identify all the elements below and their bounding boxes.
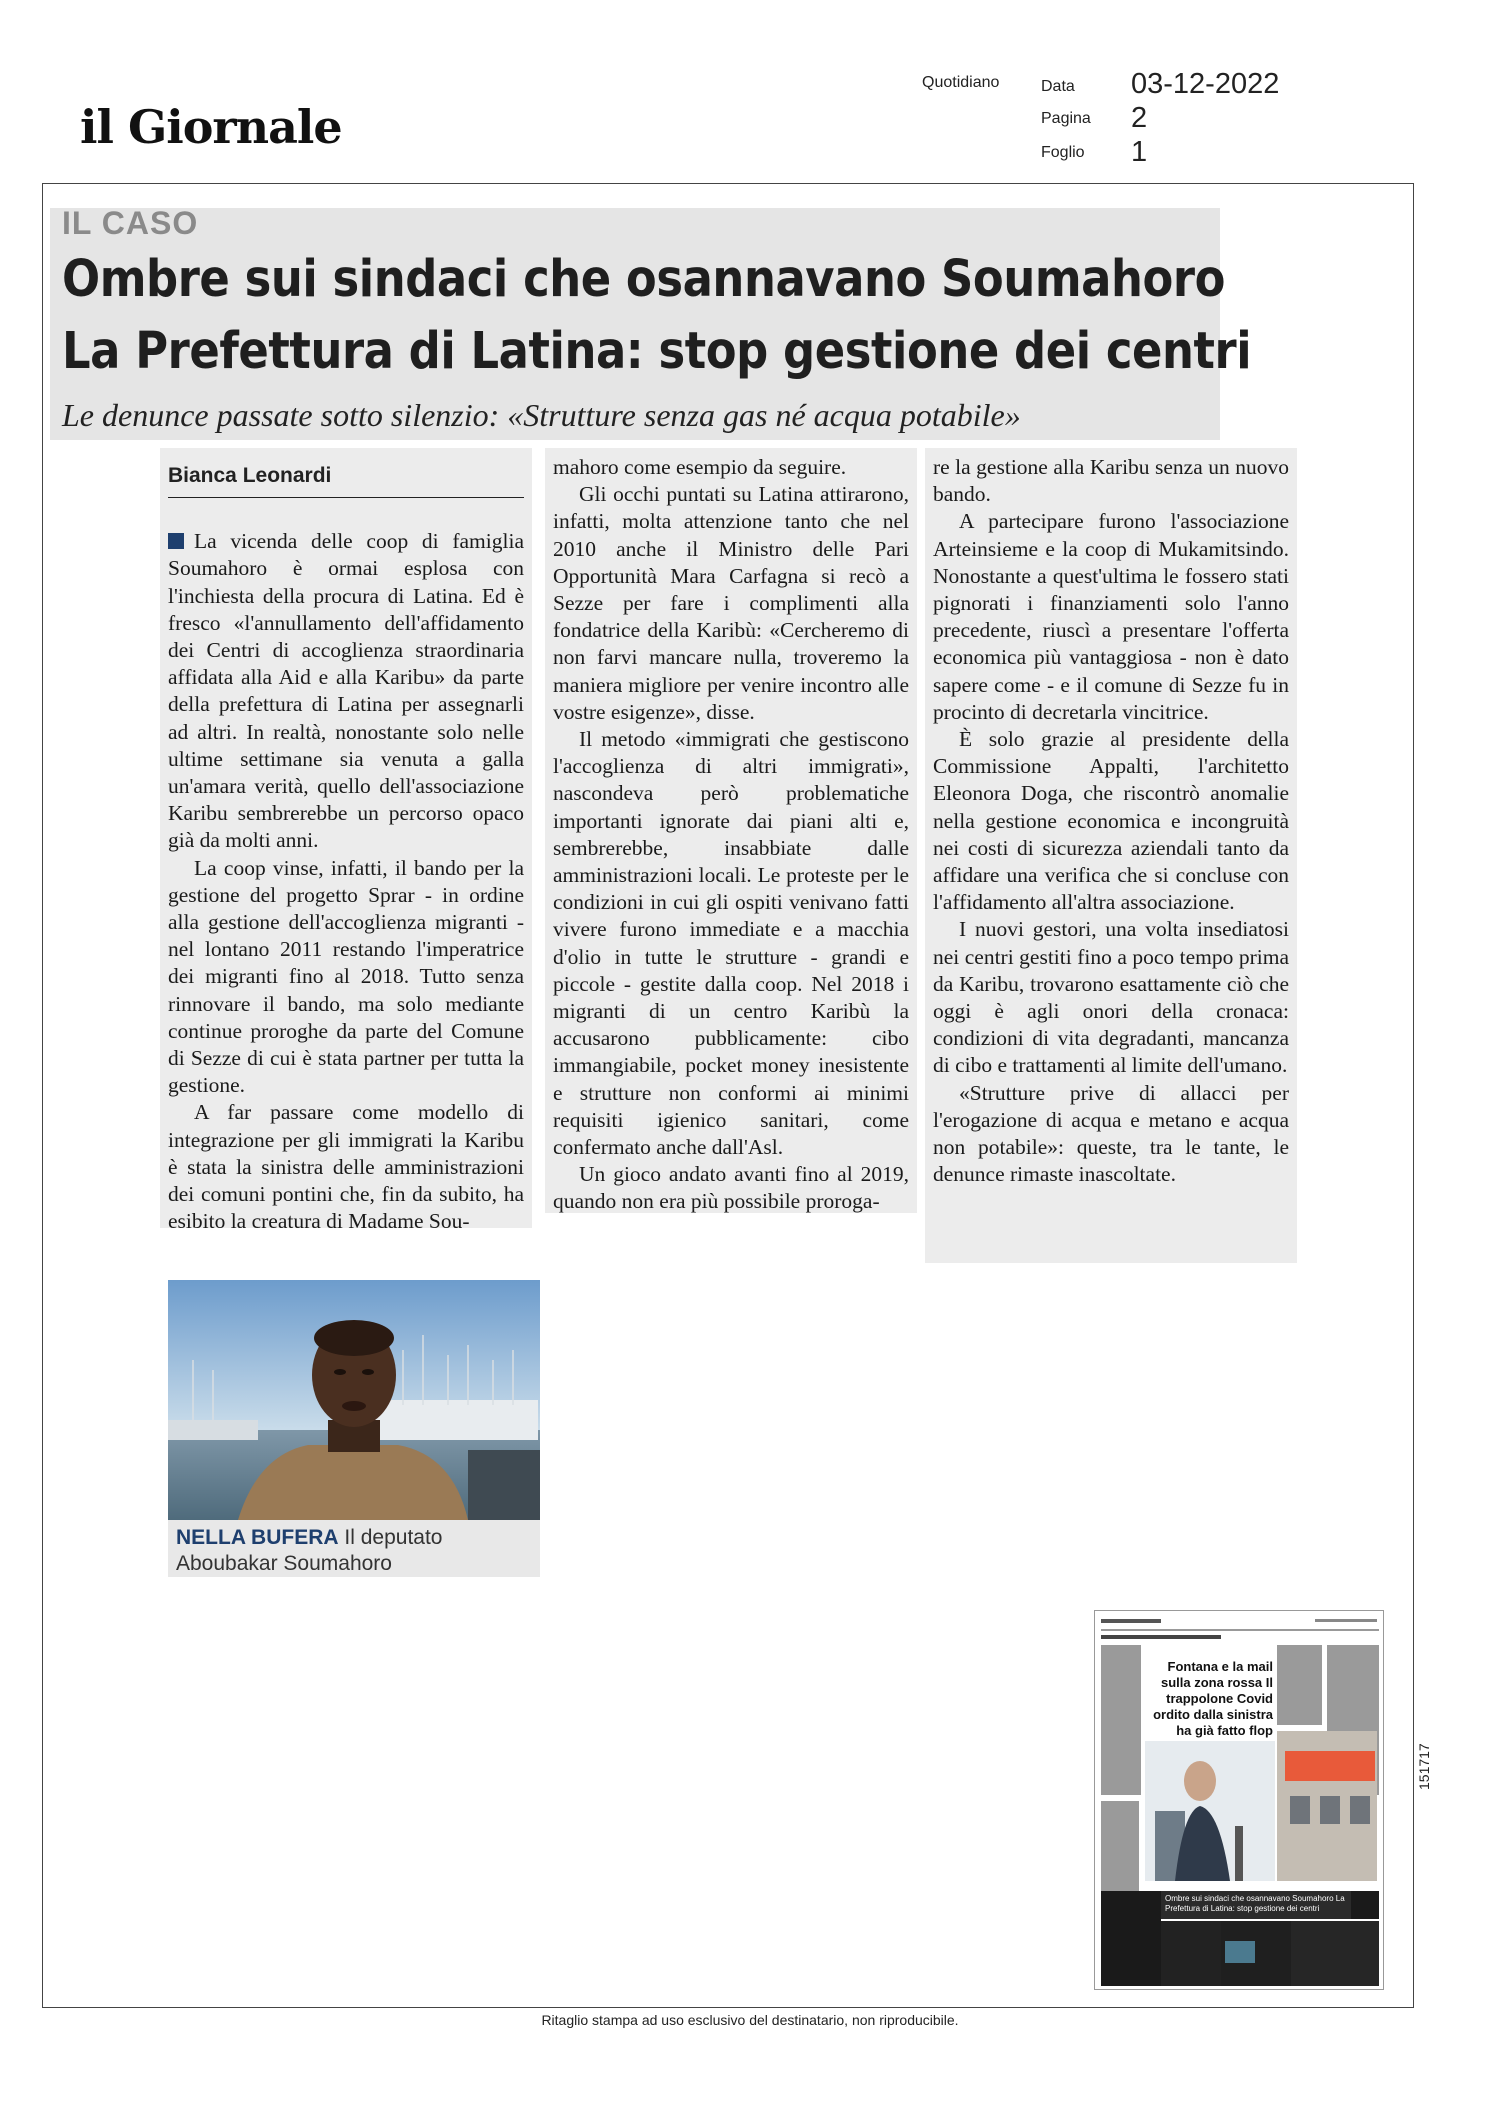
square-bullet-icon [168, 533, 184, 549]
photo-caption [176, 1525, 536, 1577]
headline-line-2: La Prefettura di Latina: stop gestione dei centri [62, 322, 1252, 381]
page-thumbnail [1094, 1610, 1384, 1990]
thumbnail-headline: Fontana e la mail sulla zona rossa Il trappolone Covid ordito dalla sinistra ha già fatto flop [1153, 1659, 1273, 1738]
col1-paragraph-3: A far passare come modello di integrazione per gli immigrati la Karibu è stata la sinistra delle amministrazioni dei comuni pontini che, fin da subito, ha esibito la creatura di Madame Sou- [168, 1100, 524, 1234]
article-subhead: Le denunce passate sotto silenzio: «Strutture senza gas né acqua potabile» [62, 397, 1021, 433]
article-column-3 [925, 448, 1297, 1263]
date-value: 03-12-2022 [1131, 68, 1280, 100]
caption-label: NELLA BUFERA [176, 1526, 339, 1549]
col3-paragraph-2: A partecipare furono l'associazione Arteinsieme e la coop di Mukamitsindo. Nonostante a quest'ultima le fossero stati pignorati i finanziamenti solo l'anno precedente, riuscì a presentare l'offerta economica più vantaggiosa - non è dato sapere come - e il comune di Sezze fu in procinto di decretarla vincitrice. [933, 509, 1289, 724]
col2-paragraph-2: Gli occhi puntati su Latina attirarono, infatti, molta attenzione tanto che nel 2010 anche il Ministro delle Pari Opportunità Mara Carfagna si recò a Sezze per fare i complimenti alla fondatrice della Karibù: «Cercheremo di non farvi mancare nulla, troveremo la maniera migliore per venire incontro alle vostre esigenze», disse. [553, 482, 909, 724]
col1-paragraph-1: La vicenda delle coop di famiglia Soumahoro è ormai esplosa con l'inchiesta della procura di Latina. Ed è fresco «l'annullamento dell'affidamento dei Centri di accoglienza straordinaria affidata alla Aid e alla Karibu» da parte della prefettura di Latina per assegnarli ad altri. In realtà, nonostante solo nelle ultime settimane sia venuta a galla un'amara verità, quello dell'associazione Karibu sembrerebbe un percorso opaco già da molti anni. [168, 529, 524, 853]
caption-text: Il deputato Aboubakar Soumahoro [176, 1526, 443, 1575]
page-label: Pagina [1041, 110, 1091, 127]
date-label: Data [1041, 78, 1075, 95]
side-code: 151717 [1416, 1743, 1432, 1790]
col2-paragraph-1: mahoro come esempio da seguire. [553, 455, 847, 479]
page-value: 2 [1131, 102, 1148, 134]
publication-type: Quotidiano [922, 74, 1000, 91]
article-byline: Bianca Leonardi [168, 460, 524, 498]
clipping-footer: Ritaglio stampa ad uso esclusivo del destinatario, non riproducibile. [541, 2012, 959, 2028]
col3-paragraph-3: È solo grazie al presidente della Commissione Appalti, l'architetto Eleonora Doga, che riscontrò anomalie nella gestione economica e incongruità nei costi di sicurezza aziendali tanto da affidare una verifica che si concluse con l'affidamento all'altra associazione. [933, 727, 1289, 915]
article-kicker: IL CASO [62, 205, 199, 241]
col2-paragraph-3: Il metodo «immigrati che gestiscono l'accoglienza di altri immigrati», nascondeva però problematiche importanti ignorate dai piani alti e, sembrerebbe, insabbiate dalle amministrazioni locali. Le proteste per le condizioni in cui gli ospiti venivano fatti vivere furono immediate e a macchia d'olio in tutte le strutture - grandi e piccole - gestite dalla coop. Nel 2018 i migranti di un centro Karibù la accusarono pubblicamente: cibo immangiabile, pocket money inesistente e strutture non conformi ai minimi requisiti igienico sanitari, come confermato anche dall'Asl. [553, 727, 909, 1160]
article-column-2 [545, 448, 917, 1213]
col3-paragraph-4: I nuovi gestori, una volta insediatosi nei centri gestiti fino a poco tempo prima da Karibu, trovarono esattamente ciò che oggi è agli onori della cronaca: condizioni di vita degradanti, mancanza di cibo e trattamenti al limite dell'umano. [933, 917, 1289, 1078]
thumbnail-bottom-headline: Ombre sui sindaci che osannavano Soumahoro La Prefettura di Latina: stop gestione dei centri [1165, 1894, 1345, 1913]
article-photo-box [168, 1280, 540, 1577]
headline-line-1: Ombre sui sindaci che osannavano Soumahoro [62, 250, 1226, 309]
col2-paragraph-4: Un gioco andato avanti fino al 2019, quando non era più possibile proroga- [553, 1162, 909, 1214]
col3-paragraph-1: re la gestione alla Karibu senza un nuovo bando. [933, 455, 1289, 507]
portrait-photo [168, 1280, 540, 1520]
sheet-value: 1 [1131, 136, 1148, 168]
col1-paragraph-2: La coop vinse, infatti, il bando per la gestione del progetto Sprar - in ordine alla gestione dell'accoglienza migranti - nel lontano 2011 restando l'imperatrice dei migranti fino al 2018. Tutto senza rinnovare il bando, ma solo mediante continue proroghe da parte del Comune di Sezze di cui è stata partner per tutta la gestione. [168, 855, 524, 1098]
sheet-label: Foglio [1041, 144, 1085, 161]
col3-paragraph-5: «Strutture prive di allacci per l'erogazione di acqua e metano e acqua non potabile»: queste, tra le tante, le denunce rimaste inascoltate. [933, 1080, 1289, 1187]
portrait-illustration [168, 1280, 540, 1520]
newspaper-logo: il Giornale [80, 100, 342, 154]
article-column-1 [160, 448, 532, 1234]
